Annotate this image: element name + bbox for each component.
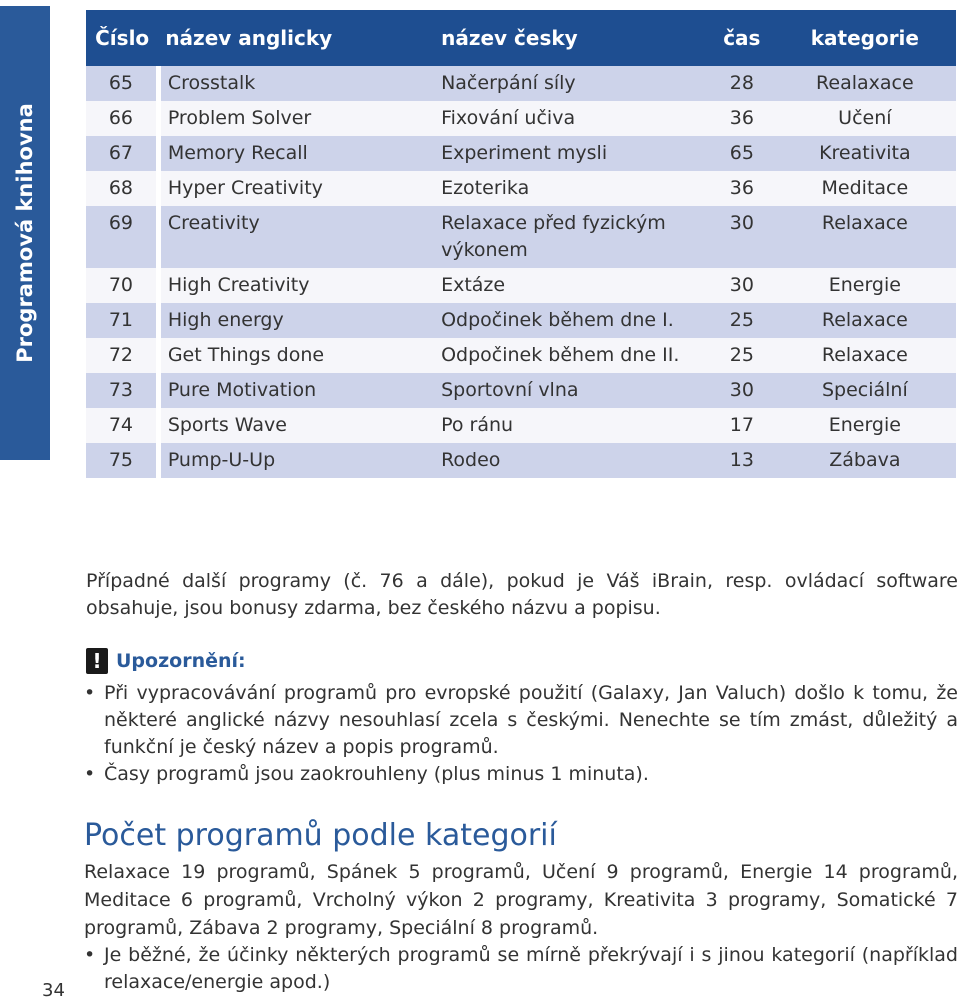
side-tab-label: Programová knihovna xyxy=(13,103,37,363)
table-row xyxy=(86,443,956,478)
row-czech-name: Experiment mysli xyxy=(441,136,709,171)
page-number: 34 xyxy=(42,980,65,1001)
program-table xyxy=(86,10,958,478)
warning-heading xyxy=(86,648,246,674)
row-time: 13 xyxy=(709,443,774,478)
row-category: Speciální xyxy=(774,373,955,408)
note-text: Případné další programy (č. 76 a dále), pokud je Váš iBrain, resp. ovládací software obsahuje, jsou bonusy zdarma, bez českého názvu a popisu. xyxy=(86,570,958,619)
row-number: 67 xyxy=(86,136,158,171)
table-row xyxy=(86,136,956,171)
list-item: • Je běžné, že účinky některých programů se mírně překrývají i s jinou kategorií (například relaxace/energie apod.) xyxy=(84,942,958,996)
row-english-name: High Creativity xyxy=(158,268,441,303)
header-czech-name: název česky xyxy=(441,10,709,66)
row-category: Učení xyxy=(774,101,955,136)
section-title: Počet programů podle kategorií xyxy=(84,818,557,853)
categories-list xyxy=(84,942,958,996)
row-czech-name: Odpočinek během dne I. xyxy=(441,303,709,338)
row-time: 25 xyxy=(709,338,774,373)
table-row xyxy=(86,66,956,101)
row-time: 36 xyxy=(709,101,774,136)
table-body xyxy=(86,66,956,478)
row-time: 28 xyxy=(709,66,774,101)
row-number: 71 xyxy=(86,303,158,338)
header-time: čas xyxy=(709,10,774,66)
exclamation-icon: ! xyxy=(86,648,108,674)
table-row xyxy=(86,171,956,206)
header-english-name: název anglicky xyxy=(158,10,441,66)
row-english-name: Creativity xyxy=(158,206,441,268)
row-time: 30 xyxy=(709,268,774,303)
row-czech-name: Relaxace před fyzickým výkonem xyxy=(441,206,709,268)
row-english-name: Pure Motivation xyxy=(158,373,441,408)
header-category: kategorie xyxy=(774,10,955,66)
row-category: Relaxace xyxy=(774,206,955,268)
table-row xyxy=(86,206,956,268)
row-category: Energie xyxy=(774,408,955,443)
table-row xyxy=(86,338,956,373)
row-number: 72 xyxy=(86,338,158,373)
warning-list xyxy=(84,680,958,788)
row-czech-name: Extáze xyxy=(441,268,709,303)
row-category: Zábava xyxy=(774,443,955,478)
row-number: 68 xyxy=(86,171,158,206)
row-czech-name: Načerpání síly xyxy=(441,66,709,101)
row-english-name: Pump-U-Up xyxy=(158,443,441,478)
row-czech-name: Rodeo xyxy=(441,443,709,478)
side-tab xyxy=(0,6,50,460)
row-czech-name: Odpočinek během dne II. xyxy=(441,338,709,373)
row-number: 74 xyxy=(86,408,158,443)
row-number: 69 xyxy=(86,206,158,268)
categories-text: Relaxace 19 programů, Spánek 5 programů, Učení 9 programů, Energie 14 programů, Meditace 6 programů, Vrcholný výkon 2 programy, Kreativita 3 programy, Somatické 7 programů, Zábava 2 programy, Speciální 8 programů. xyxy=(84,861,958,939)
row-time: 25 xyxy=(709,303,774,338)
row-number: 70 xyxy=(86,268,158,303)
row-category: Relaxace xyxy=(774,303,955,338)
row-number: 73 xyxy=(86,373,158,408)
row-english-name: Crosstalk xyxy=(158,66,441,101)
row-english-name: High energy xyxy=(158,303,441,338)
table-row xyxy=(86,373,956,408)
row-english-name: Get Things done xyxy=(158,338,441,373)
row-time: 65 xyxy=(709,136,774,171)
table-row xyxy=(86,101,956,136)
row-number: 75 xyxy=(86,443,158,478)
row-czech-name: Ezoterika xyxy=(441,171,709,206)
table-row xyxy=(86,408,956,443)
row-time: 30 xyxy=(709,373,774,408)
list-item: • Časy programů jsou zaokrouhleny (plus minus 1 minuta). xyxy=(84,761,958,788)
table-header-row xyxy=(86,10,956,66)
row-time: 17 xyxy=(709,408,774,443)
row-czech-name: Po ránu xyxy=(441,408,709,443)
row-english-name: Memory Recall xyxy=(158,136,441,171)
header-number: Číslo xyxy=(86,10,158,66)
table-row xyxy=(86,268,956,303)
row-time: 36 xyxy=(709,171,774,206)
warning-title: Upozornění: xyxy=(116,650,246,672)
row-number: 65 xyxy=(86,66,158,101)
row-time: 30 xyxy=(709,206,774,268)
row-category: Energie xyxy=(774,268,955,303)
table-row xyxy=(86,303,956,338)
row-czech-name: Sportovní vlna xyxy=(441,373,709,408)
row-english-name: Sports Wave xyxy=(158,408,441,443)
row-english-name: Problem Solver xyxy=(158,101,441,136)
row-category: Realaxace xyxy=(774,66,955,101)
row-category: Relaxace xyxy=(774,338,955,373)
row-english-name: Hyper Creativity xyxy=(158,171,441,206)
row-category: Kreativita xyxy=(774,136,955,171)
list-item: • Při vypracovávání programů pro evropské použití (Galaxy, Jan Valuch) došlo k tomu, že některé anglické názvy nesouhlasí zcela s českými. Nenechte se tím zmást, důležitý a funkční je český název a popis programů. xyxy=(84,680,958,761)
row-czech-name: Fixování učiva xyxy=(441,101,709,136)
row-number: 66 xyxy=(86,101,158,136)
row-category: Meditace xyxy=(774,171,955,206)
